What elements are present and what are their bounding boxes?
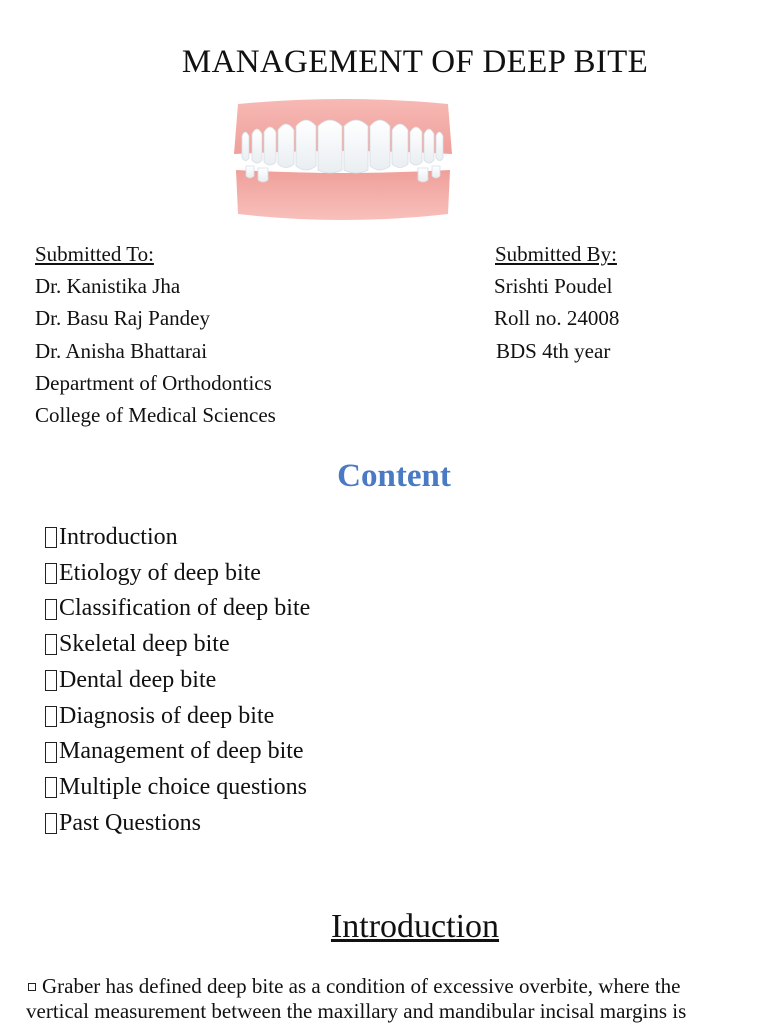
- submitted-to-heading: Submitted To:: [35, 242, 154, 266]
- box-bullet-icon: [45, 813, 57, 834]
- introduction-heading: Introduction: [330, 908, 500, 945]
- box-bullet-icon: [45, 634, 57, 655]
- content-item: Etiology of deep bite: [44, 556, 310, 592]
- box-bullet-icon: [45, 670, 57, 691]
- teeth-illustration: [232, 96, 454, 224]
- submitted-by-heading: Submitted By:: [495, 242, 617, 266]
- content-item: Multiple choice questions: [44, 770, 310, 806]
- box-bullet-icon: [45, 599, 57, 620]
- submitted-by-line: Roll no. 24008: [494, 306, 620, 331]
- submitted-by-block: [494, 238, 619, 367]
- content-item: Management of deep bite: [44, 734, 310, 770]
- content-item: Past Questions: [44, 806, 310, 842]
- content-item: Skeletal deep bite: [44, 627, 310, 663]
- submitted-to-line: Department of Orthodontics: [35, 370, 272, 395]
- content-item: Introduction: [44, 520, 310, 556]
- submitted-to-line: Dr. Anisha Bhattarai: [35, 338, 208, 363]
- content-item: Classification of deep bite: [44, 591, 310, 627]
- square-bullet-icon: [28, 983, 36, 991]
- content-item: Diagnosis of deep bite: [44, 699, 310, 735]
- box-bullet-icon: [45, 777, 57, 798]
- submitted-to-line: College of Medical Sciences: [35, 403, 276, 428]
- content-list: [44, 520, 310, 841]
- submitted-to-block: [35, 238, 276, 431]
- box-bullet-icon: [45, 527, 57, 548]
- submitted-to-line: Dr. Basu Raj Pandey: [35, 306, 210, 331]
- introduction-paragraph: Graber has defined deep bite as a condition of excessive overbite, where the vertical measurement between the maxillary and mandibular incisal margins is: [26, 974, 687, 1023]
- document-title: MANAGEMENT OF DEEP BITE: [181, 44, 649, 80]
- submitted-to-line: Dr. Kanistika Jha: [35, 274, 181, 299]
- box-bullet-icon: [45, 742, 57, 763]
- box-bullet-icon: [45, 706, 57, 727]
- content-item: Dental deep bite: [44, 663, 310, 699]
- submitted-by-line: BDS 4th year: [496, 338, 611, 363]
- submitted-by-line: Srishti Poudel: [494, 274, 613, 299]
- box-bullet-icon: [45, 563, 57, 584]
- content-heading: Content: [337, 458, 451, 494]
